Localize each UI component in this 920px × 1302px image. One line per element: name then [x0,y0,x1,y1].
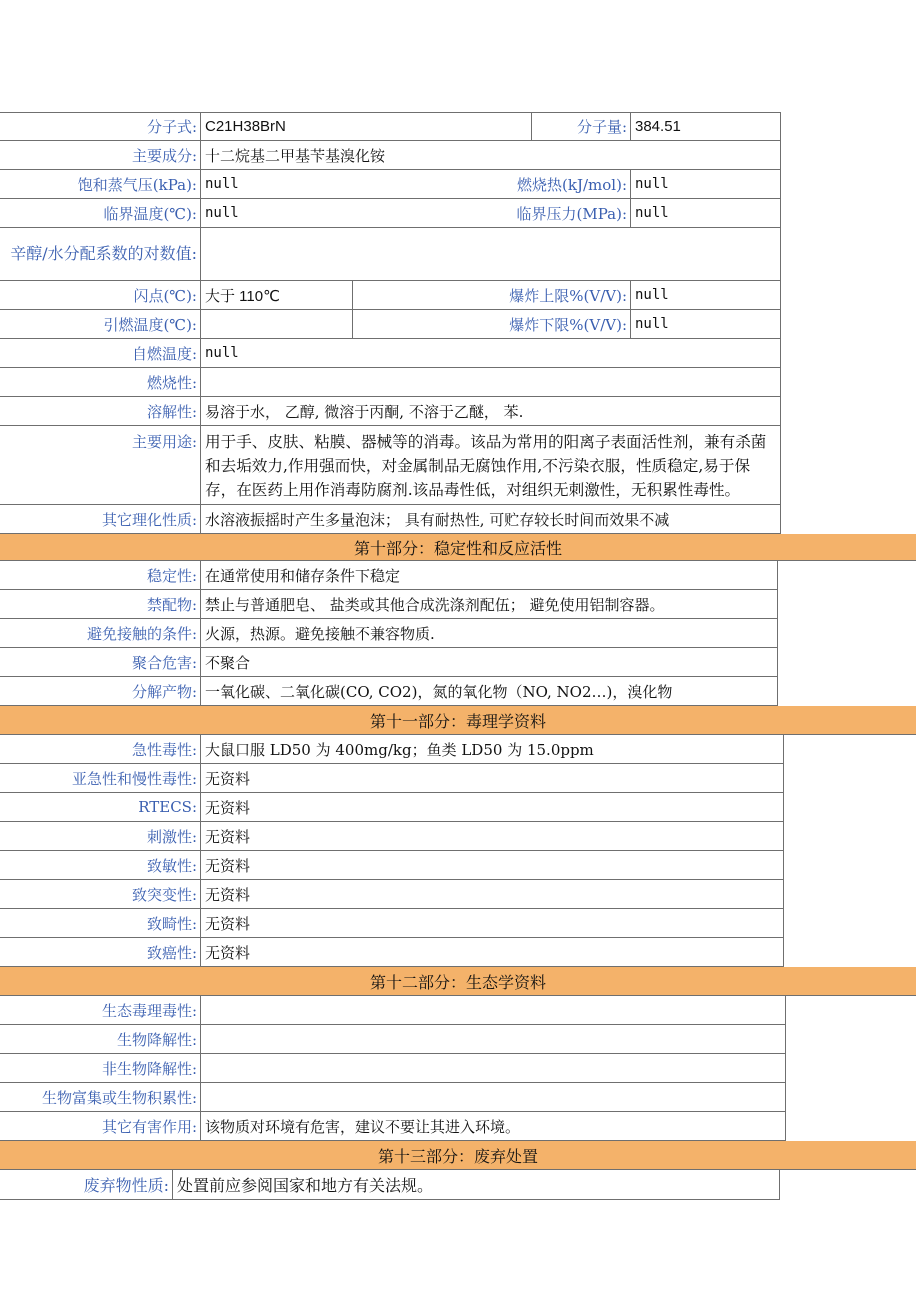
row-value: 无资料 [205,856,251,875]
section-13-header: 第十三部分：废弃处置 [0,1141,916,1170]
row-value [201,1025,785,1053]
table-row [0,1054,786,1083]
row-value: 无资料 [205,914,251,933]
use-value: 用于手、皮肤、粘膜、器械等的消毒。该品为常用的阳离子表面活性剂，兼有杀菌和去垢效力,作用强而快，对金属制品无腐蚀作用,不污染衣服，性质稳定,易于保存，在医药上用作消毒防腐剂.该品毒性低，对组织无刺激性，无积累性毒性。 [205,433,767,499]
ignition-label: 引燃温度(℃): [0,310,201,338]
heat-value: null [635,176,669,192]
table-row [0,880,784,909]
flash-label: 闪点(℃): [0,281,201,309]
row-value [201,1054,785,1082]
row-value: 处置前应参阅国家和地方有关法规。 [177,1176,434,1195]
row-critical [0,199,781,228]
row-value: 不聚合 [205,653,251,672]
row-label: RTECS: [0,793,201,821]
mw-label: 分子量: [532,113,631,140]
section-11-header: 第十一部分：毒理学资料 [0,706,916,735]
row-label: 其它有害作用: [0,1112,201,1140]
table-row [0,1025,786,1054]
msds-sheet [0,112,920,1200]
logp-label: 辛醇/水分配系数的对数值: [0,228,201,280]
row-value [201,1083,785,1111]
section-12-rows [0,996,920,1141]
table-row [0,1112,786,1141]
section-10-header: 第十部分：稳定性和反应活性 [0,534,916,561]
row-label: 急性毒性: [0,735,201,763]
table-row [0,619,778,648]
table-row [0,822,784,851]
row-value: 禁止与普通肥皂、 盐类或其他合成洗涤剂配伍； 避免使用铝制容器。 [205,595,665,614]
row-label: 致突变性: [0,880,201,908]
table-row [0,764,784,793]
row-label: 刺激性: [0,822,201,850]
flamm-value [201,368,780,396]
vapor-label: 饱和蒸气压(kPa): [0,170,201,198]
row-label: 生态毒理毒性: [0,996,201,1024]
crit-temp-value: null [205,205,239,221]
row-label: 避免接触的条件: [0,619,201,647]
row-label: 亚急性和慢性毒性: [0,764,201,792]
row-label: 致敏性: [0,851,201,879]
table-row [0,1170,780,1200]
heat-label: 燃烧热(kJ/mol): [431,170,631,198]
row-value: 大鼠口服 LD50 为 400mg/kg；鱼类 LD50 为 15.0ppm [205,740,594,759]
table-row [0,938,784,967]
autoign-value: null [205,345,239,361]
ignition-value [201,310,353,338]
row-label: 废弃物性质: [0,1170,173,1199]
row-label: 禁配物: [0,590,201,618]
row-label: 分解产物: [0,677,201,705]
row-value: 无资料 [205,827,251,846]
flash-value: 大于 110℃ [201,281,353,309]
component-value: 十二烷基二甲基苄基溴化铵 [205,146,386,165]
crit-press-value: null [635,205,669,221]
section-12-header: 第十二部分：生态学资料 [0,967,916,996]
row-value: 无资料 [205,885,251,904]
solub-value: 易溶于水， 乙醇, 微溶于丙酮, 不溶于乙醚， 苯. [205,402,524,421]
upper-value: null [635,287,669,303]
lower-label: 爆炸下限%(V/V): [353,310,631,338]
table-row [0,996,786,1025]
row-label: 生物富集或生物积累性: [0,1083,201,1111]
table-row [0,1083,786,1112]
formula-value: C21H38BrN [201,113,532,140]
section-11-rows [0,735,920,967]
solub-label: 溶解性: [0,397,201,425]
use-label: 主要用途: [0,426,201,504]
row-value: 该物质对环境有危害，建议不要让其进入环境。 [205,1117,521,1136]
row-label: 生物降解性: [0,1025,201,1053]
crit-temp-label: 临界温度(℃): [0,199,201,227]
row-component [0,141,781,170]
row-use [0,426,781,505]
table-row [0,561,778,590]
logp-value [201,228,780,280]
row-label: 聚合危害: [0,648,201,676]
table-row [0,793,784,822]
row-value: 无资料 [205,769,251,788]
formula-label: 分子式: [0,113,201,140]
table-row [0,677,778,706]
vapor-value: null [205,176,239,192]
table-row [0,590,778,619]
table-row [0,909,784,938]
autoign-label: 自燃温度: [0,339,201,367]
row-value: 无资料 [205,798,251,817]
row-label: 稳定性: [0,561,201,589]
row-flash [0,281,781,310]
mw-value: 384.51 [635,118,681,135]
row-ignition [0,310,781,339]
row-flamm [0,368,781,397]
row-value: 无资料 [205,943,251,962]
row-value: 在通常使用和储存条件下稳定 [205,566,401,585]
table-row [0,851,784,880]
crit-press-label: 临界压力(MPa): [431,199,631,227]
row-value [201,996,785,1024]
row-label: 致癌性: [0,938,201,966]
row-label: 非生物降解性: [0,1054,201,1082]
upper-label: 爆炸上限%(V/V): [353,281,631,309]
component-label: 主要成分: [0,141,201,169]
row-vapor [0,170,781,199]
section-10-rows [0,561,920,706]
row-label: 致畸性: [0,909,201,937]
flamm-label: 燃烧性: [0,368,201,396]
row-value: 火源，热源。避免接触不兼容物质. [205,624,435,643]
row-logp [0,228,781,281]
lower-value: null [635,316,669,332]
row-formula [0,112,781,141]
other-value: 水溶液振摇时产生多量泡沫； 具有耐热性, 可贮存较长时间而效果不减 [205,510,670,529]
row-value: 一氧化碳、二氧化碳(CO, CO2)，氮的氧化物（NO, NO2…)，溴化物 [205,682,673,701]
section-13-rows [0,1170,920,1200]
table-row [0,648,778,677]
table-row [0,735,784,764]
row-other [0,505,781,534]
row-solub [0,397,781,426]
row-autoign [0,339,781,368]
other-label: 其它理化性质: [0,505,201,533]
